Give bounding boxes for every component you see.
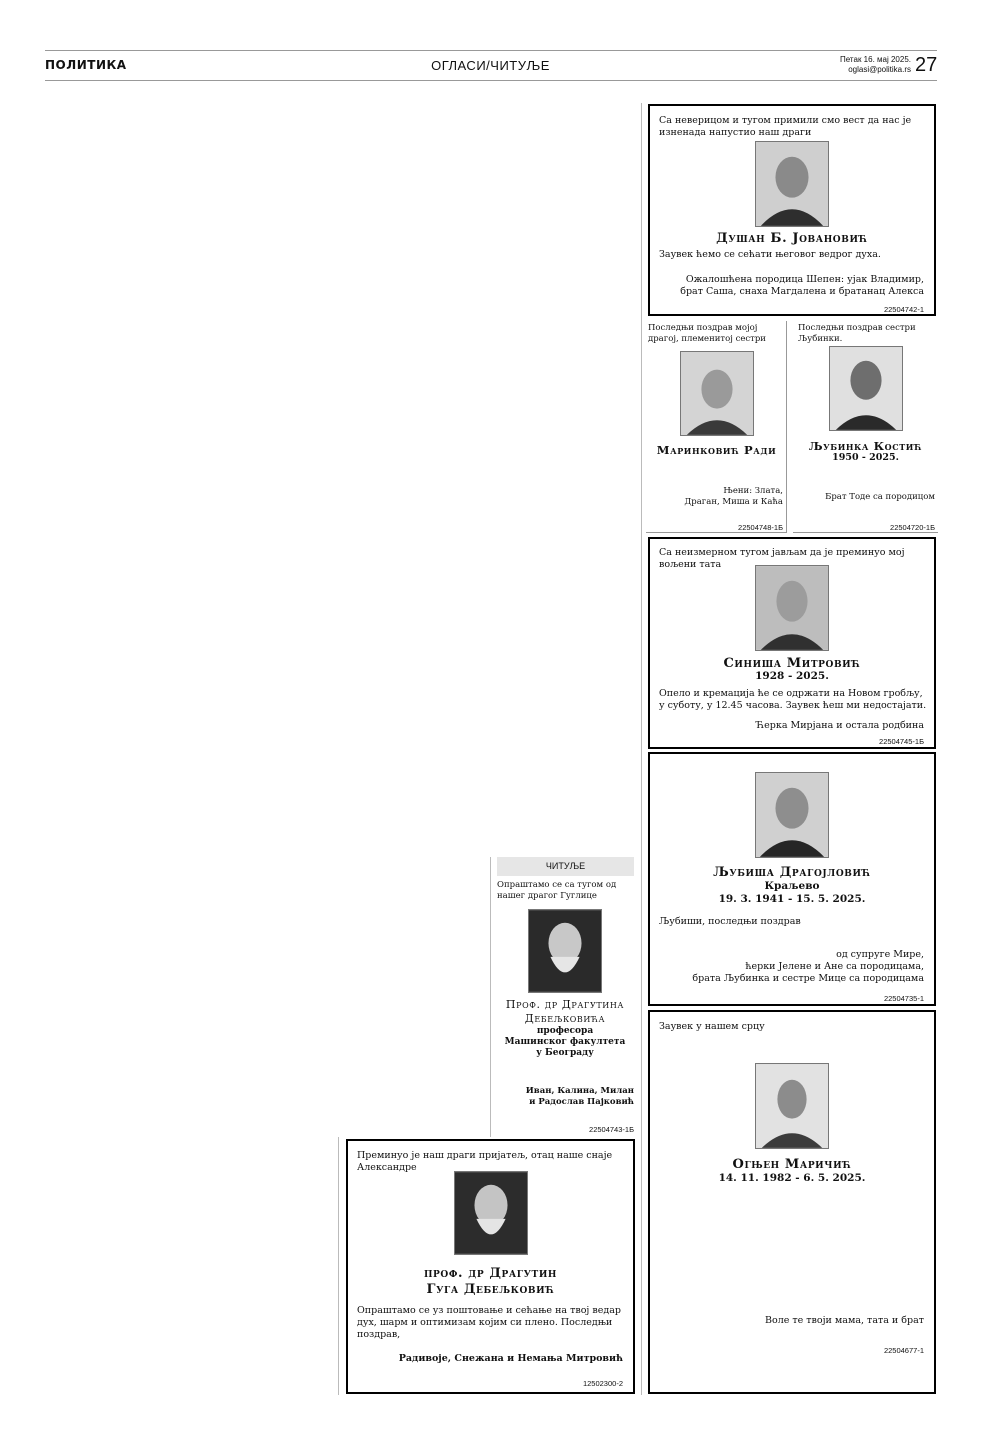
place: Краљево [764,880,820,892]
ad-code: 22504748-1Б [738,523,783,532]
obituary-text: Опраштамо се уз поштовање и сећање на твој ведар дух, шарм и оптимизам којим си плено. Последњи поздрав, [357,1305,621,1340]
deceased-name: Маринковић Ради [656,443,777,457]
signature-line: од супруге Мире, [836,949,924,960]
contact-email: oglasi@politika.rs [848,65,911,74]
obituary-intro: Заувек у нашем срцу [659,1021,765,1032]
obituary-marinkovic [646,321,787,533]
deceased-name-line1: Проф. др Драгутина [505,998,625,1011]
header-info [840,55,911,75]
signature-line: Радивоје, Снежана и Немања Митровић [398,1353,623,1364]
signature-line: Ожалошћена породица Шепен: ујак Владимир, [685,274,924,285]
section-band: ЧИТУЉЕ [497,857,634,876]
portrait-photo [755,772,829,858]
column-rule [490,857,491,1137]
portrait-photo [755,141,829,227]
obituary-debeljkovic-large [346,1139,635,1394]
signature-line: Брат Тоде са породицом [825,492,935,502]
deceased-name: Љубиша Драгојловић [713,865,871,880]
signature-line: Њени: Злата, [723,486,783,496]
obituary-intro: Преминуо је наш драги пријатељ, отац наше снаје Александре [357,1150,613,1173]
ad-code: 22504677-1 [883,1346,924,1355]
obituary-maricic [648,1010,936,1394]
obituary-debeljkovic-small [494,857,636,1137]
obituary-dragojlovic [648,752,936,1006]
obituary-intro: Са неверицом и тугом примили смо вест да нас је изненада напустио наш драги [659,115,912,138]
life-dates: 1928 - 2025. [755,670,829,682]
obituary-text: Љубиши, последњи поздрав [659,916,801,927]
issue-date: Петак 16. мај 2025. [840,55,911,64]
obituary-jovanovic [648,104,936,316]
portrait-photo [755,565,829,651]
ad-code: 22504735-1 [883,994,924,1003]
deceased-name: Синиша Митровић [723,656,861,671]
ad-code: 12502300-2 [582,1379,623,1388]
title-line: професора [536,1026,594,1036]
ad-code: 22504745-1Б [879,737,924,746]
ad-code: 22504720-1Б [890,523,935,532]
life-dates: 14. 11. 1982 - 6. 5. 2025. [718,1172,866,1184]
life-dates: 1950 - 2025. [832,452,899,463]
portrait-photo [454,1171,528,1255]
title-line: у Београду [536,1048,594,1058]
obituary-intro: Са неизмерном тугом јављам да је преминуо мој вољени тата [659,547,905,570]
signature-line: Ћерка Мирјана и остала родбина [755,720,924,731]
header-bottom-rule [45,80,937,81]
signature-line: брат Саша, снаха Магдалена и братанац Алекса [680,286,924,297]
life-dates: 19. 3. 1941 - 15. 5. 2025. [718,893,866,905]
signature-line: ћерки Јелене и Ане са породицама, [745,961,924,972]
portrait-photo [829,346,903,431]
signature-line: Иван, Калина, Милан [525,1086,634,1096]
title-line: Машинског факултета [504,1037,626,1047]
section-title: ОГЛАСИ/ЧИТУЉЕ [431,58,550,73]
obituary-kostic [793,321,938,533]
header-top-rule [45,50,937,51]
obituary-mitrovic [648,537,936,749]
portrait-photo [528,909,602,993]
deceased-name: Душан Б. Јовановић [716,231,868,246]
obituary-text: Заувек ћемо се сећати његовог ведрог духа. [659,249,881,260]
obituary-intro: Последњи поздрав мојој драгој, племенитој сестри [648,323,766,344]
ad-code: 22504743-1Б [589,1125,634,1134]
deceased-name-line2: Дебељковића [524,1012,606,1025]
portrait-photo [680,351,754,436]
obituary-intro: Опраштамо се са тугом од нашег драгог Гуглице [497,880,617,901]
column-rule [641,103,642,1395]
ad-code: 22504742-1 [883,305,924,314]
page-number: 27 [915,54,938,76]
signature-line: Драган, Миша и Каћа [684,497,783,507]
deceased-name-line2: Гуга Дебељковић [426,1282,555,1297]
deceased-name: Огњен Маричић [732,1157,852,1172]
deceased-name: Љубинка Костић [808,439,923,453]
obituary-text: Опело и кремација ће се одржати на Новом гробљу, у суботу, у 12.45 часова. Заувек ћеш ми недостајати. [659,688,927,711]
column-rule [338,1137,339,1395]
obituary-intro: Последњи поздрав сестри Љубинки. [798,323,916,344]
signature-line: брата Љубинка и сестре Мице са породицама [692,973,924,984]
signature-line: Воле те твоји мама, тата и брат [765,1315,924,1326]
signature-line: и Радослав Пајковић [529,1097,634,1107]
portrait-photo [755,1063,829,1149]
deceased-name-line1: проф. др Драгутин [423,1266,558,1281]
newspaper-logo: ПОЛИТИКА [45,58,127,72]
